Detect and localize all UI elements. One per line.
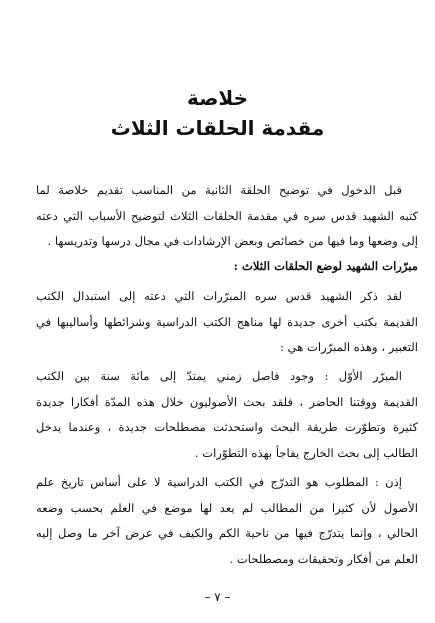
text-line: كتبه الشهيد قدس سره في مقدمة الحلقات الثلاث لتوضيح الأسباب التي دعته [36, 208, 418, 223]
text-line: الطالب إلى بحث الخارج يفاجأ بهذه التطوّرات . [194, 445, 418, 460]
text-line: المبرّر الأوّل : وجود فاصل زمني يمتدّ إلى مائة سنة بين الكتب [36, 369, 402, 383]
text-line: القديمة بكتب أخرى جديدة لها مناهج الكتب الدراسية وشرائطها وأساليبها في [36, 314, 418, 329]
text-line: إذن : المطلوب هو التدرّج في الكتب الدراسية لا على أساس تاريخ علم [36, 475, 402, 489]
text-line: لقد ذكر الشهيد قدس سره المبرّرات التي دعته إلى استبدال الكتب [36, 289, 402, 303]
text-line: الأصول لأن كثيرا من المطالب لم يعد لها موضع في العلم بحسب وضعه [36, 500, 418, 515]
text-line: التعبير ، وهذه المبرّرات هي : [279, 340, 418, 354]
text-line: العلم من أفكار وتحقيقات ومصطلحات . [229, 551, 418, 566]
text-line: إلى وضعها وما فيها من خصائص وبعض الإرشادات في مجال درسها وتدريسها . [47, 234, 418, 248]
section-heading: مبرّرات الشهيد لوضع الحلقات الثلاث : [233, 259, 418, 273]
paragraph-conclusion [36, 470, 418, 572]
paragraph-justifications [36, 284, 418, 361]
document-title: خلاصة [186, 86, 249, 110]
text-line: الحالي ، وإنما يتدرّج فيها من ناحية الكم والكيف في عرض آخر ما وصل إليه [36, 526, 418, 540]
paragraph-first-justification [36, 364, 418, 466]
text-line: قبل الدخول في توضيح الحلقة الثانية من المناسب تقديم خلاصة لما [36, 183, 402, 197]
page-number: – ٧ – [204, 590, 231, 604]
text-line: كثيرة وتطوّرت طريقة البحث واستحدثت مصطلحات جديدة ، وعندما يدخل [36, 420, 418, 434]
paragraph-intro [36, 178, 418, 255]
text-line: القديمة ووقتنا الحاضر ، فلقد بحث الأصوليون خلال هذه المدّة أفكارا جديدة [36, 394, 418, 409]
document-subtitle: مقدمة الحلقات الثلاث [110, 116, 325, 140]
